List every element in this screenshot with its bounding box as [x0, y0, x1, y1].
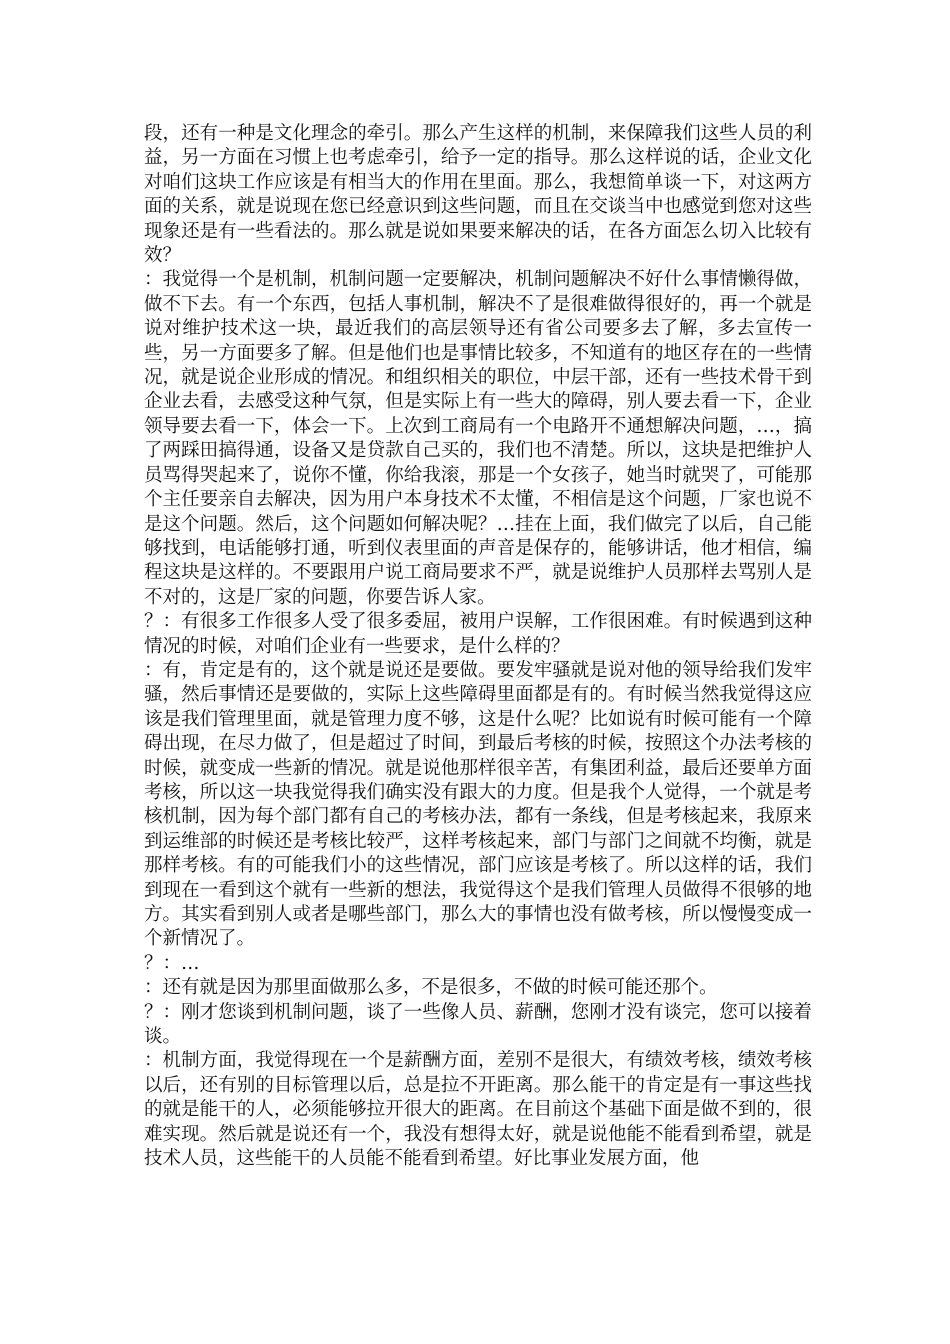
paragraph-answer-salary: ：机制方面，我觉得现在一个是薪酬方面，差别不是很大，有绩效考核，绩效考核以后，还有别的目标管理以后，总是拉不开距离。那么能干的肯定是有一事这些找的就是能干的人，必须能够拉开很大的距离。在目前这个基础下面是做不到的，很难实现。然后就是说还有一个，我没有想得太好，就是说他能不能看到希望，就是技术人员，这些能干的人员能不能看到希望。好比事业发展方面，他: [144, 1050, 812, 1170]
paragraph-answer-assessment: ：有，肯定是有的，这个就是说还是要做。要发牢骚就是说对他的领导给我们发牢骚，然后事情还是要做的，实际上这些障碍里面都是有的。有时候当然我觉得这应该是我们管理里面，就是管理力度不够，这是什么呢？比如说有时候可能有一个障碍出现，在尽力做了，但是超过了时间，到最后考核的时候，按照这个办法考核的时候，就变成一些新的情况。就是说他那样很辛苦，有集团利益，最后还要单方面考核，所以这一块我觉得我们确实没有跟大的力度。但是我个人觉得，一个就是考核机制，因为每个部门都有自己的考核办法，都有一条线，但是考核起来，我原来到运维部的时候还是考核比较严，这样考核起来，部门与部门之间就不均衡，就是那样考核。有的可能我们小的这些情况，部门应该是考核了。所以这样的话，我们到现在一看到这个就有一些新的想法，我觉得这个是我们管理人员做得不很够的地方。其实看到别人或者是哪些部门，那么大的事情也没有做考核，所以慢慢变成一个新情况了。: [144, 659, 812, 950]
paragraph-question-ellipsis: ？：…: [144, 952, 200, 974]
paragraph-answer-short: ：还有就是因为那里面做那么多，不是很多，不做的时候可能还那个。: [144, 977, 718, 999]
paragraph-question-grievances: ？：有很多工作很多人受了很多委屈，被用户误解，工作很困难。有时候遇到这种情况的时候，对咱们企业有一些要求，是什么样的？: [144, 611, 812, 657]
paragraph-answer-mechanism: ：我觉得一个是机制，机制问题一定要解决，机制问题解决不好什么事情懒得做，做不下去。有一个东西，包括人事机制，解决不了是很难做得很好的，再一个就是说对维护技术这一块，最近我们的高层领导还有省公司要多去了解，多去宣传一些，另一方面要多了解。但是他们也是事情比较多，不知道有的地区存在的一些情况，就是说企业形成的情况。和组织相关的职位，中层干部，还有一些技术骨干到企业去看，去感受这种气氛，但是实际上有一些大的障碍，别人要去看一下，企业领导要去看一下，体会一下。上次到工商局有一个电路开不通想解决问题，…，搞了两踩田搞得通，设备又是贷款自己买的，我们也不清楚。所以，这块是把维护人员骂得哭起来了，说你不懂，你给我滚，那是一个女孩子，她当时就哭了，可能那个主任要亲自去解决，因为用户本身技术不太懂，不相信是这个问题，厂家也说不是这个问题。然后，这个问题如何解决呢？…挂在上面，我们做完了以后，自己能够找到，电话能够打通，听到仪表里面的声音是保存的，能够讲话，他才相信，编程这块是这样的。不要跟用户说工商局要求不严，就是说维护人员那样去骂别人是不对的，这是厂家的问题，你要告诉人家。: [144, 269, 812, 608]
document-page: [144, 122, 812, 1171]
paragraph-question-salary: ？：刚才您谈到机制问题，谈了一些像人员、薪酬，您刚才没有谈完，您可以接着谈。: [144, 1001, 812, 1048]
paragraph-intro: 段，还有一种是文化理念的牵引。那么产生这样的机制，来保障我们这些人员的利益，另一方面在习惯上也考虑牵引，给予一定的指导。那么这样说的话，企业文化对咱们这块工作应该是有相当大的作用在里面。那么，我想简单谈一下，对这两方面的关系，就是说现在您已经意识到这些问题，而且在交谈当中也感觉到您对这些现象还是有一些看法的。那么就是说如果要来解决的话，在各方面怎么切入比较有效？: [144, 123, 812, 267]
